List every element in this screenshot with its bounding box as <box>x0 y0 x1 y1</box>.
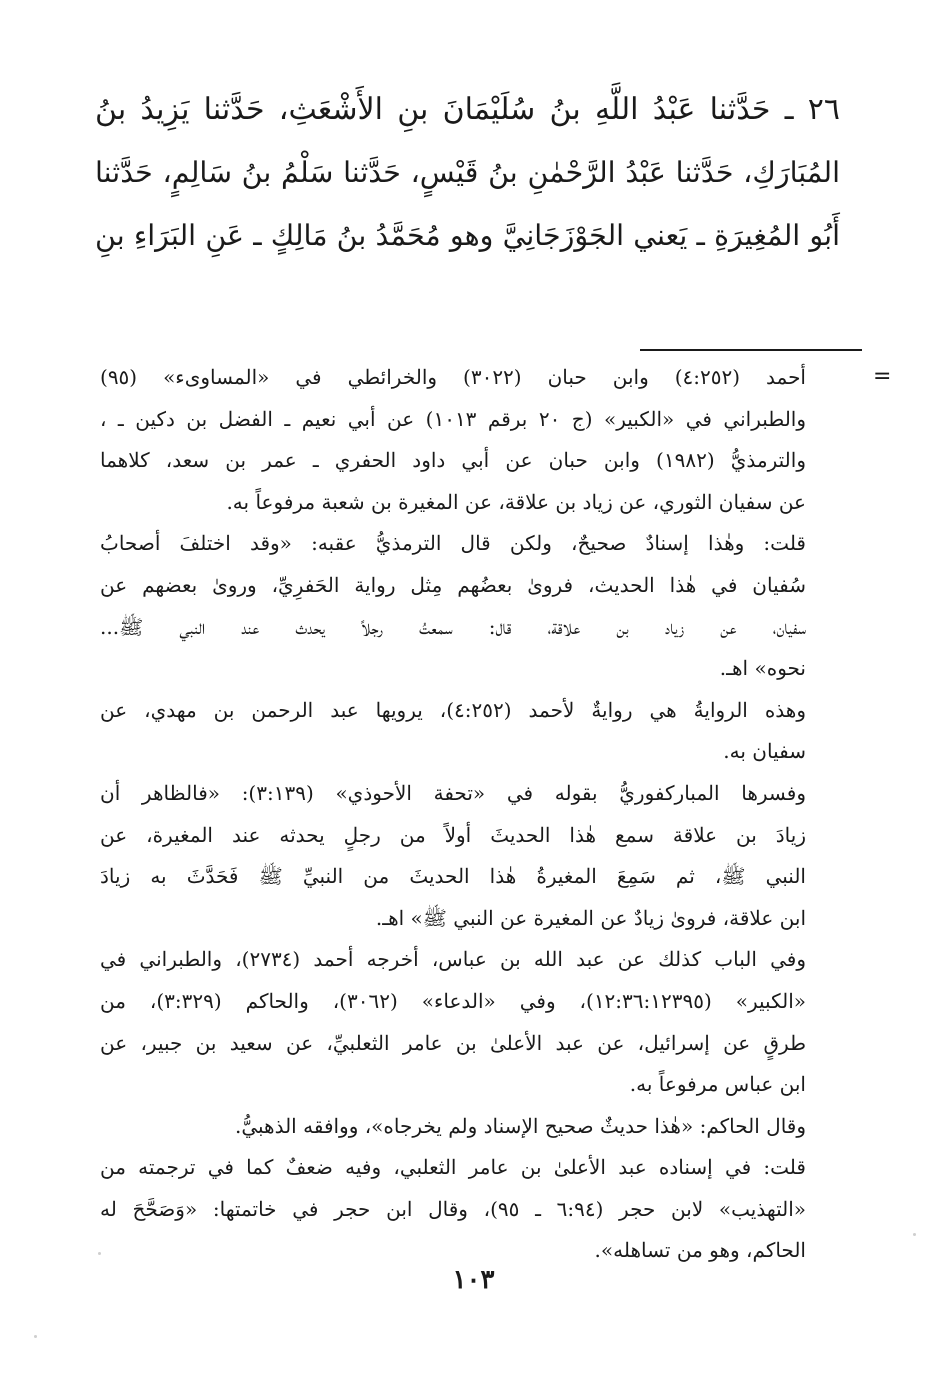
footnotes <box>100 357 806 1272</box>
footnote-line: الحاكم، وهو من تساهله». <box>594 1238 806 1263</box>
footnote-line: نحوه» اهـ. <box>719 656 806 681</box>
scan-speck <box>913 1233 916 1236</box>
hadith-text <box>95 78 840 267</box>
scan-speck <box>34 1335 37 1338</box>
footnote-line: طرقٍ عن إسرائيل، عن عبد الأعلىٰ بن عامر الثعلبيِّ، عن سعيد بن جبير، عن <box>100 1030 806 1055</box>
footnote-line: زيادَ بن علاقة سمع هٰذا الحديثَ أولاً من رجلٍ يحدثه عند المغيرة، عن <box>100 822 806 847</box>
footnote-line: ابن علاقة، فروىٰ زيادٌ عن المغيرة عن النبي ﷺ» اهـ. <box>375 905 806 930</box>
footnote-line: والطبراني في «الكبير» (ج ٢٠ برقم ١٠١٣) عن أبي نعيم ـ الفضل بن دكين ـ ، <box>100 406 806 431</box>
footnote-line: «التهذيب» لابن حجر (٦:٩٤ ـ ٩٥)، وقال ابن حجر في خاتمتها: «وَصَحَّحَ له <box>100 1196 806 1221</box>
footnote-continuation-mark: = <box>873 364 892 389</box>
footnote-line: والترمذيُّ (١٩٨٢) وابن حبان عن أبي داود الحفري ـ عمر بن سعد، كلاهما <box>100 448 806 473</box>
footnote-line: وفسرها المباركفوريُّ بقوله في «تحفة الأحوذي» (٣:١٣٩): «فالظاهر أن <box>100 780 806 805</box>
footnote-line: قلت: في إسناده عبد الأعلىٰ بن عامر الثعلبي، وفيه ضعفٌ كما في ترجمته من <box>100 1155 806 1180</box>
hadith-line: المُبَارَكِ، حَدَّثنا عَبْدُ الرَّحْمٰنِ بنُ قَيْسٍ، حَدَّثنا سَلْمُ بنُ سَالِمٍ، حَدَّثنا <box>95 156 840 189</box>
footnote-line: النبي ﷺ، ثم سَمِعَ المغيرةُ هٰذا الحديثَ من النبيِّ ﷺ فَحَدَّثَ به زيادَ <box>100 864 806 889</box>
footnote-line: وقال الحاكم: «هٰذا حديثٌ صحيح الإسناد ولم يخرجاه»، ووافقه الذهبيُّ. <box>234 1113 806 1138</box>
footnote-line: ابن عباس مرفوعاً به. <box>629 1072 806 1097</box>
footnote-line: وهذه الروايةُ هي روايةٌ لأحمد (٤:٢٥٢)، يرويها عبد الرحمن بن مهدي، عن <box>100 697 806 722</box>
scan-speck <box>98 1252 101 1255</box>
hadith-line: أَبُو المُغِيرَةِ ـ يَعني الجَوْزَجَانِيَّ وهو مُحَمَّدُ بنُ مَالِكٍ ـ عَنِ البَرَاءِ بنِ <box>95 219 840 252</box>
footnote-line: وفي الباب كذلك عن عبد الله بن عباس، أخرجه أحمد (٢٧٣٤)، والطبراني في <box>100 947 806 972</box>
footnote-line: سفيان، عن زياد بن علاقة، قال: سمعتُ رجلاً يحدث عند النبي ﷺ... <box>100 614 806 639</box>
footnote-line: سُفيان في هٰذا الحديث، فروىٰ بعضُهم مِثل رواية الحَفرِيِّ، وروىٰ بعضهم عن <box>100 572 806 597</box>
page-number: ١٠٣ <box>452 1265 495 1295</box>
footnote-line: سفيان به. <box>723 739 806 764</box>
footnote-line: «الكبير» (١٢:٣٦:١٢٣٩٥)، وفي «الدعاء» (٣٠٦٢)، والحاكم (٣:٣٢٩)، من <box>100 988 806 1013</box>
footnote-line: عن سفيان الثوري، عن زياد بن علاقة، عن المغيرة بن شعبة مرفوعاً به. <box>226 489 806 514</box>
hadith-line: ٢٦ ـ حَدَّثنا عَبْدُ اللَّهِ بنُ سُلَيْمَانَ بنِ الأَشْعَثِ، حَدَّثنا يَزِيدُ بنُ <box>95 92 841 127</box>
footnote-line: أحمد (٤:٢٥٢) وابن حبان (٣٠٢٢) والخرائطي في «المساوىء» (٩٥) <box>100 365 806 389</box>
footnote-divider <box>640 349 862 351</box>
footnote-line: قلت: وهٰذا إسنادٌ صحيحٌ، ولكن قال الترمذيُّ عقبه: «وقد اختلفَ أصحابُ <box>100 531 806 556</box>
